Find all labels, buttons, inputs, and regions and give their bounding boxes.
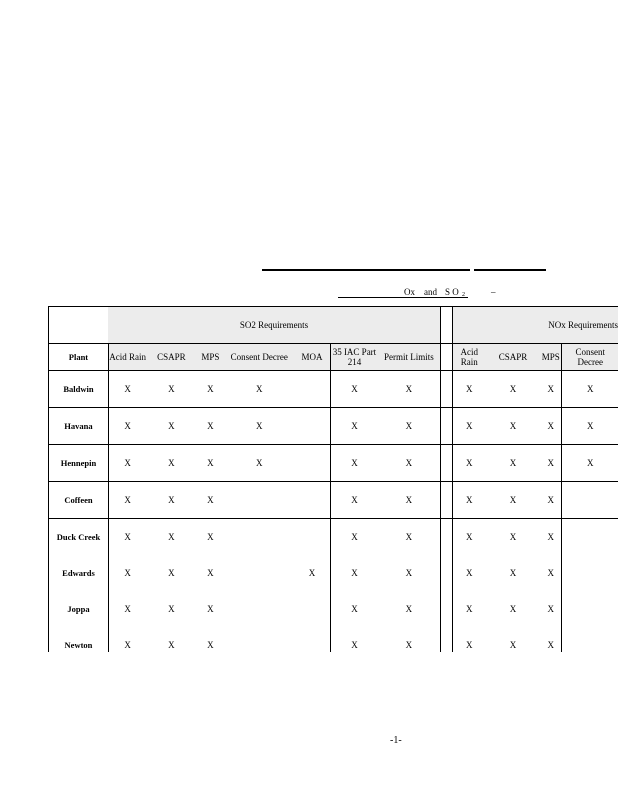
requirement-cell: X bbox=[562, 408, 618, 445]
requirement-cell: X bbox=[168, 640, 175, 650]
requirement-cell bbox=[562, 482, 618, 519]
col-nox-mps: MPS bbox=[540, 344, 562, 371]
column-gap bbox=[440, 591, 452, 627]
requirement-cell: X bbox=[124, 640, 131, 650]
requirement-cell: X bbox=[168, 604, 175, 614]
requirement-cell: X bbox=[124, 604, 131, 614]
requirement-cell: X bbox=[196, 371, 224, 408]
column-gap bbox=[440, 408, 452, 445]
page-number: -1- bbox=[390, 735, 402, 746]
requirements-table-container bbox=[48, 306, 618, 652]
requirement-cell: X bbox=[540, 591, 562, 627]
requirement-cell: X bbox=[378, 555, 440, 591]
requirement-cell: X bbox=[378, 445, 440, 482]
requirement-cell bbox=[224, 555, 294, 591]
plant-name: Joppa bbox=[49, 591, 109, 627]
table-row bbox=[49, 445, 618, 482]
requirement-cell: X bbox=[486, 482, 540, 519]
requirement-cell: X bbox=[466, 568, 473, 578]
plant-name: Coffeen bbox=[49, 482, 109, 519]
requirement-cell: X bbox=[168, 568, 175, 578]
requirement-cell: X bbox=[124, 532, 131, 542]
requirement-cell: X bbox=[294, 555, 330, 591]
requirement-cell: X bbox=[378, 371, 440, 408]
requirement-cell: X bbox=[540, 482, 562, 519]
requirement-cell bbox=[224, 482, 294, 519]
requirement-cell: X bbox=[540, 408, 562, 445]
requirement-cell bbox=[294, 519, 330, 556]
requirement-cell: X bbox=[466, 640, 473, 650]
requirement-cell: X bbox=[452, 482, 486, 519]
requirement-cell bbox=[294, 408, 330, 445]
requirement-cell bbox=[562, 591, 618, 627]
requirement-cell: X bbox=[452, 445, 486, 482]
requirement-cell: X bbox=[224, 371, 294, 408]
table-row bbox=[49, 555, 618, 591]
requirement-cell: X bbox=[540, 627, 562, 652]
requirement-cell: X bbox=[378, 482, 440, 519]
blank-header-cell bbox=[49, 307, 109, 344]
requirement-cell: X bbox=[486, 371, 540, 408]
requirement-cell: X bbox=[146, 371, 196, 408]
requirement-cell: X bbox=[207, 532, 214, 542]
requirement-cell: X bbox=[351, 568, 358, 578]
requirement-cell bbox=[294, 627, 330, 652]
requirement-cell: X bbox=[224, 408, 294, 445]
requirement-cell: X bbox=[562, 445, 618, 482]
col-permit-limits: Permit Limits bbox=[378, 344, 440, 371]
requirement-cell: X bbox=[466, 532, 473, 542]
column-gap bbox=[440, 482, 452, 519]
requirement-cell: X bbox=[540, 519, 562, 556]
col-nox-acid-rain: Acid Rain bbox=[452, 344, 486, 371]
requirement-cell: X bbox=[330, 445, 378, 482]
requirement-cell: X bbox=[330, 371, 378, 408]
requirement-cell bbox=[562, 627, 618, 652]
caption-part-2: and bbox=[424, 287, 437, 297]
column-gap bbox=[440, 307, 452, 344]
column-gap bbox=[440, 371, 452, 408]
requirement-cell: X bbox=[146, 445, 196, 482]
requirement-cell bbox=[562, 555, 618, 591]
heading-rule-1 bbox=[262, 269, 470, 271]
plant-name: Havana bbox=[49, 408, 109, 445]
requirement-cell: X bbox=[108, 371, 146, 408]
requirement-cell: X bbox=[124, 568, 131, 578]
table-row bbox=[49, 627, 618, 652]
requirement-cell bbox=[294, 445, 330, 482]
requirement-cell: X bbox=[378, 519, 440, 556]
requirement-cell: X bbox=[196, 445, 224, 482]
requirement-cell: X bbox=[509, 640, 517, 650]
column-gap bbox=[440, 519, 452, 556]
col-nox-consent-decree: Consent Decree bbox=[562, 344, 618, 371]
requirement-cell: X bbox=[509, 568, 517, 578]
requirement-cell: X bbox=[207, 640, 214, 650]
requirement-cell bbox=[224, 591, 294, 627]
col-35-iac-part-214: 35 IAC Part 214 bbox=[330, 344, 378, 371]
requirement-cell: X bbox=[452, 371, 486, 408]
requirement-cell: X bbox=[466, 604, 473, 614]
requirement-cell: X bbox=[540, 371, 562, 408]
requirement-cell: X bbox=[168, 532, 175, 542]
plant-name: Newton bbox=[49, 627, 109, 652]
plant-name: Edwards bbox=[49, 555, 109, 591]
requirement-cell: X bbox=[486, 445, 540, 482]
caption-subscript: 2 bbox=[462, 292, 465, 298]
plant-name: Baldwin bbox=[49, 371, 109, 408]
column-gap bbox=[440, 445, 452, 482]
table-row bbox=[49, 408, 618, 445]
requirement-cell: X bbox=[378, 627, 440, 652]
requirement-cell: X bbox=[108, 445, 146, 482]
requirement-cell: X bbox=[509, 532, 517, 542]
requirement-cell: X bbox=[509, 604, 517, 614]
col-consent-decree: Consent Decree bbox=[224, 344, 294, 371]
column-gap bbox=[440, 344, 452, 371]
requirement-cell: X bbox=[196, 408, 224, 445]
table-row bbox=[49, 371, 618, 408]
requirement-cell: X bbox=[330, 408, 378, 445]
column-gap bbox=[440, 627, 452, 652]
requirement-cell: X bbox=[378, 591, 440, 627]
requirement-cell bbox=[224, 519, 294, 556]
requirement-cell: X bbox=[452, 408, 486, 445]
requirement-cell: X bbox=[486, 408, 540, 445]
requirement-cell: X bbox=[224, 445, 294, 482]
col-acid-rain: Acid Rain bbox=[108, 344, 146, 371]
table-row bbox=[49, 591, 618, 627]
requirements-table bbox=[48, 306, 618, 652]
so2-requirements-header: SO2 Requirements bbox=[108, 307, 440, 344]
plant-name: Duck Creek bbox=[49, 519, 109, 556]
requirement-cell bbox=[224, 627, 294, 652]
requirement-cell: X bbox=[207, 568, 214, 578]
caption-part-3: S O bbox=[445, 287, 459, 297]
caption-part-1: Ox bbox=[404, 287, 415, 297]
requirement-cell: X bbox=[330, 482, 378, 519]
requirement-cell: X bbox=[351, 532, 358, 542]
requirement-cell: X bbox=[378, 408, 440, 445]
nox-requirements-header: NOx Requirements bbox=[452, 307, 618, 344]
requirement-cell: X bbox=[108, 482, 146, 519]
column-gap bbox=[440, 555, 452, 591]
requirement-cell bbox=[294, 482, 330, 519]
table-row bbox=[49, 519, 618, 556]
requirement-cell bbox=[294, 371, 330, 408]
col-moa: MOA bbox=[294, 344, 330, 371]
requirement-cell bbox=[562, 519, 618, 556]
requirement-cell: X bbox=[108, 408, 146, 445]
requirement-cell: X bbox=[146, 482, 196, 519]
requirement-cell: X bbox=[562, 371, 618, 408]
plant-name: Hennepin bbox=[49, 445, 109, 482]
requirement-cell: X bbox=[196, 482, 224, 519]
requirement-cell: X bbox=[351, 604, 358, 614]
col-plant: Plant bbox=[49, 344, 109, 371]
col-mps: MPS bbox=[196, 344, 224, 371]
requirement-cell: X bbox=[540, 555, 562, 591]
caption-dash: – bbox=[491, 287, 496, 297]
col-nox-csapr: CSAPR bbox=[486, 344, 540, 371]
requirement-cell: X bbox=[351, 640, 358, 650]
requirement-cell: X bbox=[540, 445, 562, 482]
col-csapr: CSAPR bbox=[146, 344, 196, 371]
table-row bbox=[49, 482, 618, 519]
heading-rule-2 bbox=[474, 269, 546, 271]
requirement-cell: X bbox=[207, 604, 214, 614]
requirement-cell: X bbox=[146, 408, 196, 445]
requirement-cell bbox=[294, 591, 330, 627]
